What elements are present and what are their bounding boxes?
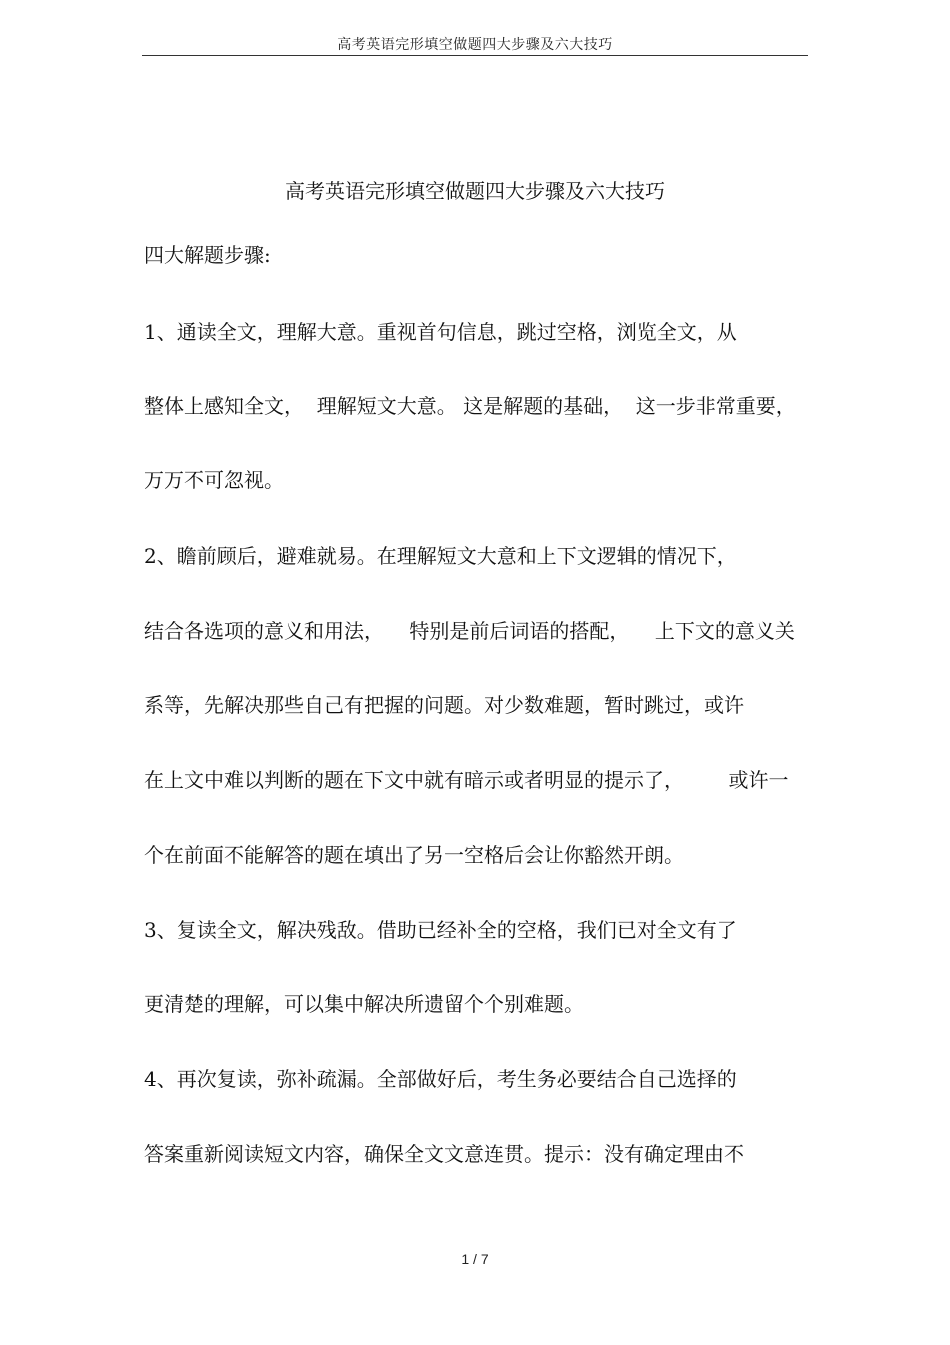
paragraph-line: 个在前面不能解答的题在填出了另一空格后会让你豁然开朗。 [144,843,684,867]
paragraph-line: 更清楚的理解，可以集中解决所遗留个个别难题。 [144,992,584,1016]
paragraph-line: 4、再次复读，弥补疏漏。全部做好后，考生务必要结合自己选择的 [144,1067,737,1091]
header-divider [142,55,808,56]
running-header: 高考英语完形填空做题四大步骤及六大技巧 [337,37,613,53]
document-title: 高考英语完形填空做题四大步骤及六大技巧 [285,179,665,203]
paragraph-line: 万万不可忽视。 [144,468,284,492]
paragraph-line: 在上文中难以判断的题在下文中就有暗示或者明显的提示了， 或许一 [144,768,789,792]
section-heading: 四大解题步骤: [144,243,271,267]
paragraph-line: 1、通读全文，理解大意。重视首句信息，跳过空格，浏览全文，从 [144,320,737,344]
paragraph-line: 结合各选项的意义和用法， 特别是前后词语的搭配， 上下文的意义关 [144,619,795,643]
paragraph-line: 整体上感知全文， 理解短文大意。 这是解题的基础， 这一步非常重要， [144,394,796,418]
page-indicator: 1 / 7 [461,1251,489,1267]
paragraph-line: 3、复读全文，解决残敌。借助已经补全的空格，我们已对全文有了 [144,918,737,942]
paragraph-line: 2、瞻前顾后，避难就易。在理解短文大意和上下文逻辑的情况下， [144,544,737,568]
paragraph-line: 系等，先解决那些自己有把握的问题。对少数难题，暂时跳过，或许 [144,693,744,717]
paragraph-line: 答案重新阅读短文内容，确保全文文意连贯。提示：没有确定理由不 [144,1142,744,1166]
